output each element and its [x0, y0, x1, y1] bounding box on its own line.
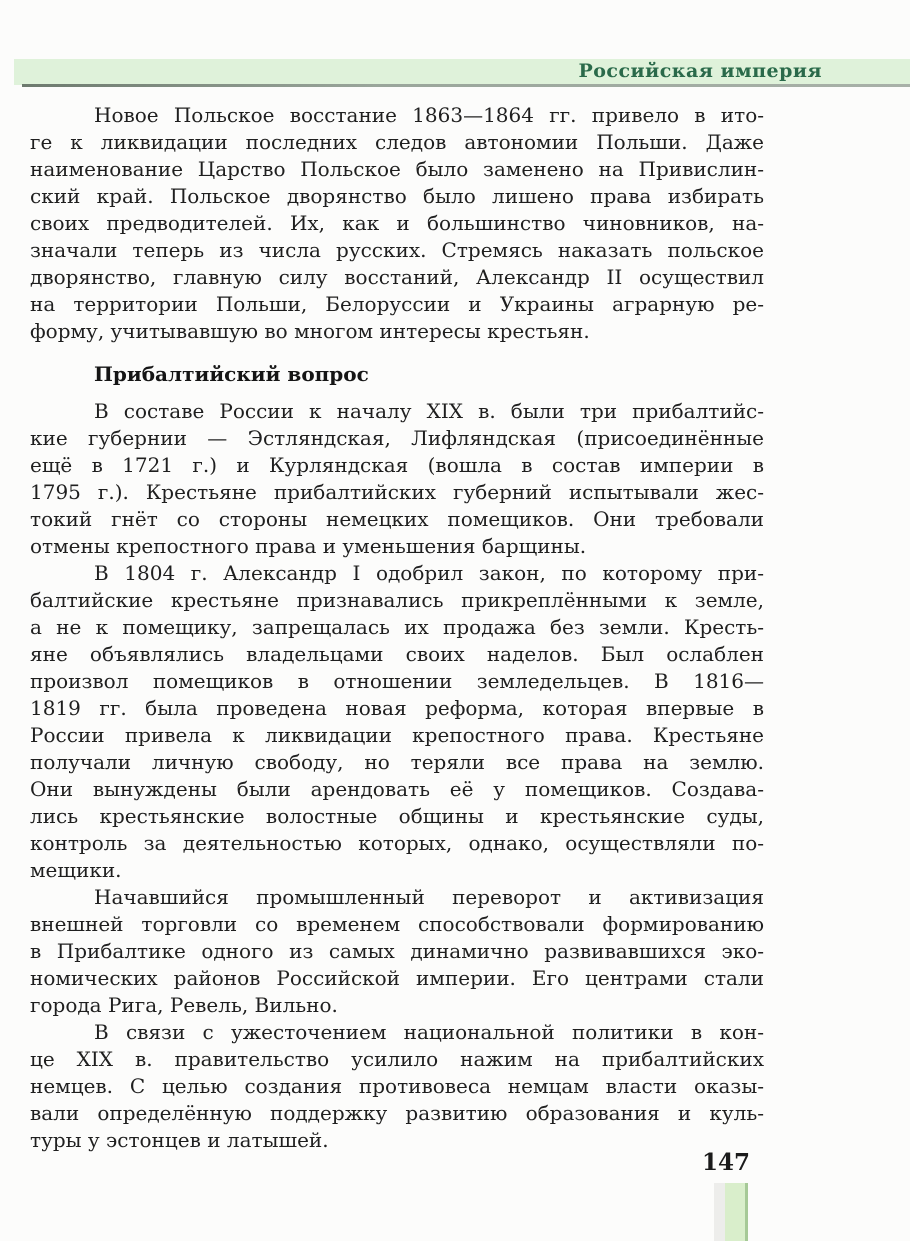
text-line: немцев. С целью создания противовеса немцам власти оказы- — [30, 1074, 764, 1098]
text-line: ещё в 1721 г.) и Курляндская (вошла в состав империи в — [30, 453, 764, 477]
running-header-title: Российская империя — [578, 60, 822, 82]
text-line: це XIX в. правительство усилило нажим на прибалтийских — [30, 1047, 764, 1071]
text-line: своих предводителей. Их, как и большинство чиновников, на- — [30, 211, 764, 235]
text-line: а не к помещику, запрещалась их продажа без земли. Кресть- — [30, 615, 764, 639]
text-line: кие губернии — Эстляндская, Лифляндская (присоединённые — [30, 426, 764, 450]
text-line: внешней торговли со временем способствовали формированию — [30, 912, 764, 936]
text-line: балтийские крестьяне признавались прикреплёнными к земле, — [30, 588, 764, 612]
paragraph — [30, 1019, 764, 1154]
text-line: ге к ликвидации последних следов автономии Польши. Даже — [30, 130, 764, 154]
text-line: дворянство, главную силу восстаний, Александр II осуществил — [30, 265, 764, 289]
text-line: номических районов Российской империи. Его центрами стали — [30, 966, 764, 990]
page-number: 147 — [701, 1149, 750, 1176]
text-line: Новое Польское восстание 1863—1864 гг. привело в ито- — [94, 103, 764, 127]
text-line: получали личную свободу, но теряли все права на землю. — [30, 750, 764, 774]
text-line: туры у эстонцев и латышей. — [30, 1128, 329, 1152]
text-line: В 1804 г. Александр I одобрил закон, по которому при- — [94, 561, 764, 585]
text-line: форму, учитывавшую во многом интересы крестьян. — [30, 319, 590, 343]
text-column — [30, 102, 764, 1154]
text-line: наименование Царство Польское было заменено на Привислин- — [30, 157, 764, 181]
header-rule — [22, 84, 910, 87]
paragraph — [30, 398, 764, 560]
text-line: вали определённую поддержку развитию образования и куль- — [30, 1101, 764, 1125]
text-line: В связи с ужесточением национальной политики в кон- — [94, 1020, 764, 1044]
section-heading: Прибалтийский вопрос — [94, 362, 369, 386]
text-line: на территории Польши, Белоруссии и Украины аграрную ре- — [30, 292, 764, 316]
text-line: произвол помещиков в отношении земледельцев. В 1816— — [30, 669, 764, 693]
bookmark-bar — [714, 1183, 748, 1241]
text-line: В составе России к началу XIX в. были три прибалтийс- — [94, 399, 764, 423]
paragraph — [30, 884, 764, 1019]
text-line: лись крестьянские волостные общины и крестьянские суды, — [30, 804, 764, 828]
text-line: ский край. Польское дворянство было лишено права избирать — [30, 184, 764, 208]
text-line: яне объявлялись владельцами своих наделов. Был ослаблен — [30, 642, 764, 666]
text-line: мещики. — [30, 858, 122, 882]
text-line: города Рига, Ревель, Вильно. — [30, 993, 338, 1017]
paragraph — [30, 560, 764, 884]
paragraph — [30, 102, 764, 345]
text-line: 1819 гг. была проведена новая реформа, которая впервые в — [30, 696, 764, 720]
text-line: 1795 г.). Крестьяне прибалтийских губерний испытывали жес- — [30, 480, 764, 504]
text-line: токий гнёт со стороны немецких помещиков. Они требовали — [30, 507, 764, 531]
text-line: Они вынуждены были арендовать её у помещиков. Создава- — [30, 777, 764, 801]
text-line: в Прибалтике одного из самых динамично развивавшихся эко- — [30, 939, 764, 963]
text-line: отмены крепостного права и уменьшения барщины. — [30, 534, 587, 558]
text-line: Начавшийся промышленный переворот и активизация — [94, 885, 764, 909]
text-line: значали теперь из числа русских. Стремясь наказать польское — [30, 238, 764, 262]
text-line: контроль за деятельностью которых, однако, осуществляли по- — [30, 831, 764, 855]
text-line: России привела к ликвидации крепостного права. Крестьяне — [30, 723, 764, 747]
